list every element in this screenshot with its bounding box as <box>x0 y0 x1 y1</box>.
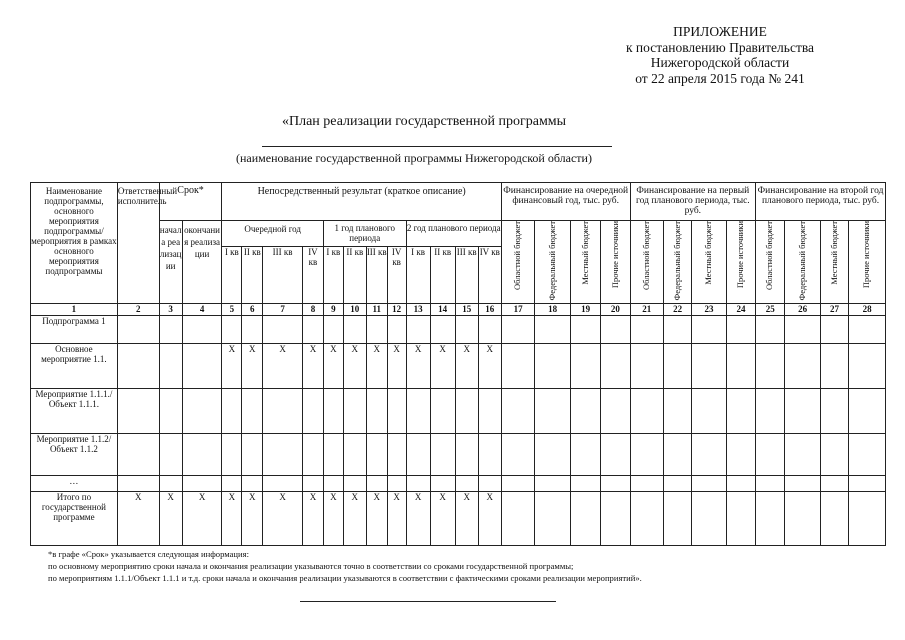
header-start: начала реализации <box>159 221 182 304</box>
x-mark: X <box>455 343 478 388</box>
x-mark: X <box>406 343 430 388</box>
column-number: 27 <box>820 304 848 316</box>
column-number: 22 <box>664 304 692 316</box>
column-number: 3 <box>159 304 182 316</box>
quarter-plan1-3: III кв <box>366 246 387 304</box>
table-row <box>31 491 886 545</box>
x-mark: X <box>242 491 263 545</box>
quarter-plan1-4: IV кв <box>387 246 406 304</box>
column-number: 7 <box>263 304 303 316</box>
column-number: 13 <box>406 304 430 316</box>
x-mark: X <box>323 491 343 545</box>
column-number: 21 <box>630 304 663 316</box>
fin-plan1-local: Местный бюджет <box>692 221 727 304</box>
header-end: окончания реализации <box>182 221 222 304</box>
column-number: 9 <box>323 304 343 316</box>
column-number: 26 <box>785 304 821 316</box>
x-mark: X <box>323 343 343 388</box>
table-row <box>31 434 886 476</box>
fin-plan1-other: Прочие источники <box>726 221 755 304</box>
quarter-plan2-3: III кв <box>455 246 478 304</box>
column-number: 5 <box>222 304 242 316</box>
header-fin-plan2: Финансирование на второй год планового периода, тыс. руб. <box>756 183 886 221</box>
column-number: 28 <box>849 304 886 316</box>
table-row <box>31 476 886 491</box>
x-mark: X <box>263 343 303 388</box>
column-number: 18 <box>535 304 571 316</box>
x-mark: X <box>263 491 303 545</box>
column-number: 6 <box>242 304 263 316</box>
header-result: Непосредственный результат (краткое описание) <box>222 183 501 221</box>
table-row <box>31 388 886 433</box>
row-label-event-1: Мероприятие 1.1.1./ Объект 1.1.1. <box>31 388 118 433</box>
x-mark: X <box>387 491 406 545</box>
fin-plan1-regional: Областной бюджет <box>630 221 663 304</box>
appendix-line-date: от 22 апреля 2015 года № 241 <box>635 70 805 86</box>
x-mark: X <box>302 343 323 388</box>
header-current-year: Очередной год <box>222 221 323 246</box>
x-mark: X <box>366 343 387 388</box>
x-mark: X <box>430 491 455 545</box>
column-number: 15 <box>455 304 478 316</box>
header-responsible: Ответственный исполнитель <box>117 183 159 304</box>
column-number: 11 <box>366 304 387 316</box>
table-row <box>31 343 886 388</box>
x-mark: X <box>222 343 242 388</box>
column-number: 14 <box>430 304 455 316</box>
header-plan-year-1: 1 год планового периода <box>323 221 406 246</box>
quarter-plan2-1: I кв <box>406 246 430 304</box>
row-label-subprogram: Подпрограмма 1 <box>31 316 118 343</box>
fin-plan1-federal: Федеральный бюджет <box>664 221 692 304</box>
fin-current-other: Прочие источники <box>601 221 630 304</box>
plan-title: «План реализации государственной программы <box>282 114 567 129</box>
fin-current-regional: Областной бюджет <box>501 221 534 304</box>
column-number-row <box>31 304 886 316</box>
quarter-current-3: III кв <box>263 246 303 304</box>
column-number: 23 <box>692 304 727 316</box>
footnote-line-1: *в графе «Срок» указывается следующая информация: <box>48 549 249 559</box>
row-label-ellipsis: … <box>31 476 118 491</box>
column-number: 1 <box>31 304 118 316</box>
appendix-header <box>570 24 870 86</box>
x-mark: X <box>159 491 182 545</box>
column-number: 8 <box>302 304 323 316</box>
footer-divider <box>300 601 556 602</box>
quarter-plan1-1: I кв <box>323 246 343 304</box>
column-number: 2 <box>117 304 159 316</box>
footnotes <box>48 548 642 584</box>
row-label-main-event: Основное мероприятие 1.1. <box>31 343 118 388</box>
x-mark: X <box>406 491 430 545</box>
fin-plan2-other: Прочие источники <box>849 221 886 304</box>
x-mark: X <box>343 491 366 545</box>
quarter-current-4: IV кв <box>302 246 323 304</box>
fin-plan2-local: Местный бюджет <box>820 221 848 304</box>
x-mark: X <box>478 491 501 545</box>
header-fin-current: Финансирование на очередной финансовый год, тыс. руб. <box>501 183 630 221</box>
x-mark: X <box>455 491 478 545</box>
title-caption: (наименование государственной программы Нижегородской области) <box>236 151 592 165</box>
x-mark: X <box>387 343 406 388</box>
header-fin-plan1: Финансирование на первый год планового периода, тыс. руб. <box>630 183 756 221</box>
quarter-plan1-2: II кв <box>343 246 366 304</box>
column-number: 20 <box>601 304 630 316</box>
x-mark: X <box>430 343 455 388</box>
column-number: 4 <box>182 304 222 316</box>
x-mark: X <box>242 343 263 388</box>
header-plan-year-2: 2 год планового периода <box>406 221 501 246</box>
quarter-current-1: I кв <box>222 246 242 304</box>
column-number: 19 <box>570 304 600 316</box>
row-label-total: Итого по государственной программе <box>31 491 118 545</box>
fin-current-federal: Федеральный бюджет <box>535 221 571 304</box>
quarter-current-2: II кв <box>242 246 263 304</box>
footnote-line-3: по мероприятиям 1.1.1/Объект 1.1.1 и т.д. сроки начала и окончания реализации указываются в соответствии с фактическими сроками реализации мероприятий». <box>48 573 642 583</box>
title-underline <box>262 146 612 147</box>
column-number: 16 <box>478 304 501 316</box>
appendix-title: ПРИЛОЖЕНИЕ <box>673 24 767 39</box>
header-name: Наименование подпрограммы, основного мероприятия подпрограммы/мероприятия в рамках основного мероприятия подпрограммы <box>31 183 118 304</box>
x-mark: X <box>117 491 159 545</box>
column-number: 17 <box>501 304 534 316</box>
quarter-plan2-2: II кв <box>430 246 455 304</box>
appendix-line-region: Нижегородской области <box>650 55 790 70</box>
column-number: 10 <box>343 304 366 316</box>
x-mark: X <box>302 491 323 545</box>
x-mark: X <box>222 491 242 545</box>
column-number: 12 <box>387 304 406 316</box>
footnote-line-2: по основному мероприятию сроки начала и окончания реализации указываются точно в соответствии со сроками государственной программы; <box>48 561 574 571</box>
x-mark: X <box>478 343 501 388</box>
fin-current-local: Местный бюджет <box>570 221 600 304</box>
x-mark: X <box>182 491 222 545</box>
header-term: Срок* <box>159 183 222 221</box>
appendix-line-resolution: к постановлению Правительства <box>625 39 815 55</box>
x-mark: X <box>343 343 366 388</box>
column-number: 25 <box>756 304 785 316</box>
fin-plan2-federal: Федеральный бюджет <box>785 221 821 304</box>
plan-table <box>30 182 886 546</box>
fin-plan2-regional: Областной бюджет <box>756 221 785 304</box>
table-row <box>31 316 886 343</box>
row-label-event-2: Мероприятие 1.1.2/ Объект 1.1.2 <box>31 434 118 476</box>
quarter-plan2-4: IV кв <box>478 246 501 304</box>
x-mark: X <box>366 491 387 545</box>
column-number: 24 <box>726 304 755 316</box>
